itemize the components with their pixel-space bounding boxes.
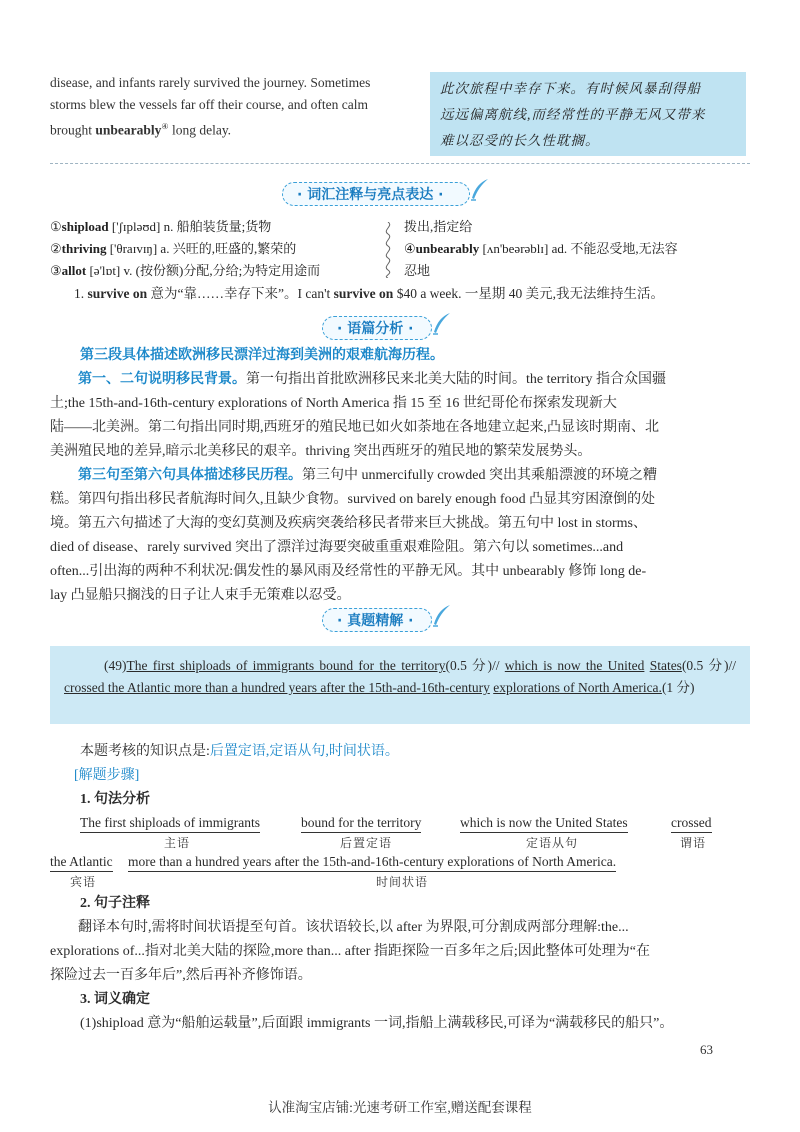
- vocab-number: ④: [404, 241, 416, 256]
- paragraph-line: [50, 368, 755, 392]
- vocab-item: [404, 238, 754, 260]
- vocab-continuation: 拨出,指定给: [404, 219, 473, 234]
- note-phrase: survive on: [333, 286, 394, 301]
- role-label: 定语从句: [526, 836, 579, 850]
- vocab-item: [50, 238, 380, 260]
- vocab-highlight: unbearably: [95, 122, 162, 138]
- vocab-number: ③: [50, 263, 62, 278]
- vocab-definition: [ʌn'beərəblɪ] ad. 不能忍受地,无法容: [479, 241, 678, 256]
- analysis-heading: [80, 344, 760, 368]
- footer-text: 认准淘宝店铺:光速考研工作室,赠送配套课程: [268, 1100, 532, 1115]
- paragraph-text: 第一句指出首批欧洲移民来北美大陆的时间。the territory 指合众国疆: [246, 372, 666, 387]
- vocab-continuation: 忍地: [404, 263, 431, 278]
- paragraph-line: lay 凸显船只搁浅的日子让人束手无策难以忍受。: [50, 588, 351, 603]
- section-title-text: · 词汇注释与亮点表达 ·: [282, 182, 470, 206]
- paragraph-lead: 第三句至第六句具体描述移民历程。: [78, 468, 302, 483]
- step2-paragraph: [50, 916, 755, 988]
- role-label: 后置定语: [340, 836, 393, 850]
- analysis-section-title: [322, 316, 432, 340]
- role-label: 主语: [164, 836, 191, 850]
- passage-text: long delay.: [168, 122, 232, 138]
- analysis-paragraph-2: [50, 464, 755, 608]
- exam-sentence-box: [50, 646, 750, 724]
- vocab-number: ②: [50, 241, 62, 256]
- question-number: (49): [104, 658, 127, 673]
- score-marker: (0.5 分)//: [681, 658, 736, 673]
- translation-line: 此次旅程中幸存下来。有时候风暴刮得船: [440, 81, 701, 96]
- score-marker: (1 分): [661, 680, 695, 695]
- spiral-divider-icon: [382, 222, 394, 278]
- page-number: 63: [700, 1042, 713, 1057]
- paragraph-line: 境。第五六句描述了大海的变幻莫测及疾病突袭给移民者带来巨大挑战。第五句中 lost in storms、: [50, 516, 647, 531]
- step-heading: 3. 词义确定: [80, 992, 150, 1007]
- segment-object: the Atlantic: [50, 854, 113, 872]
- score-marker: (0.5 分)//: [445, 658, 505, 673]
- sentence-segment: which is now the United: [504, 658, 645, 673]
- paragraph-lead: 第一、二句说明移民背景。: [78, 372, 246, 387]
- quill-icon: [430, 604, 452, 628]
- paragraph-line: often...引出海的两种不利状况:偶发性的暴风雨及经常性的平静无风。其中 unbearably 修饰 long de-: [50, 564, 647, 579]
- analysis-heading-text: 第三段具体描述欧洲移民漂洋过海到美洲的艰难航海历程。: [80, 348, 444, 363]
- vocab-item: [50, 260, 380, 282]
- note-phrase: survive on: [87, 286, 148, 301]
- passage-line: disease, and infants rarely survived the journey. Sometimes: [50, 75, 371, 90]
- sentence-segment: crossed the Atlantic more than a hundred years after the 15th-and-16th-century: [64, 680, 490, 695]
- sentence-segment: The first shiploads of immigrants bound for the territory: [126, 658, 446, 673]
- section-divider: [50, 163, 750, 164]
- translation-line: 难以忍受的长久性耽搁。: [440, 133, 600, 148]
- vocab-list-left: [50, 216, 380, 282]
- vocab-list-right: [404, 216, 754, 282]
- note-text: $40 a week. 一星期 40 美元,我无法维持生活。: [393, 286, 665, 301]
- exam-section-title: [322, 608, 432, 632]
- vocab-word: allot: [61, 263, 87, 278]
- passage-text: brought: [50, 122, 96, 138]
- note-text: 意为“靠……幸存下来”。I can't: [147, 286, 334, 301]
- segment-subject: The first shiploads of immigrants: [80, 815, 260, 833]
- vocab-word: thriving: [61, 241, 107, 256]
- quill-icon: [468, 178, 490, 202]
- step-heading: 2. 句子注释: [80, 896, 150, 911]
- paragraph-text: 第三句中 unmercifully crowded 突出其乘船漂渡的环境之糟: [302, 468, 658, 483]
- role-label: 宾语: [70, 875, 97, 889]
- sentence-segment: explorations of North America.: [493, 680, 662, 695]
- paragraph-line: 陆——北美洲。第二句指出同时期,西班牙的殖民地已如火如荼地在各地建立起来,凸显该时期南、北: [50, 420, 659, 435]
- section-title-text: · 语篇分析 ·: [322, 316, 432, 340]
- paragraph-line: (1)shipload 意为“船舶运载量”,后面跟 immigrants 一词,指船上满载移民,可译为“满载移民的船只”。: [80, 1016, 674, 1031]
- paragraph-line: died of disease、rarely survived 突出了漂洋过海要突破重重艰难险阻。第六句以 sometimes...and: [50, 540, 624, 555]
- steps-label: [解题步骤]: [74, 768, 140, 783]
- vocab-definition: ['ʃɪpləʊd] n. 船舶装货量;货物: [108, 219, 272, 234]
- vocab-word: unbearably: [415, 241, 480, 256]
- passage-english: [50, 72, 430, 142]
- paragraph-line: 土;the 15th-and-16th-century explorations of North America 指 15 至 16 世纪哥伦布探索发现新大: [50, 396, 617, 411]
- segment-predicate: crossed: [671, 815, 712, 833]
- analysis-paragraph-1: [50, 368, 755, 464]
- vocab-word: shipload: [61, 219, 109, 234]
- paragraph-line: 糕。第四句指出移民者航海时间久,且缺少食物。survived on barely enough food 凸显其穷困潦倒的处: [50, 492, 656, 507]
- note-number: 1.: [74, 286, 88, 301]
- quill-icon: [430, 312, 452, 336]
- paragraph-line: 翻译本句时,需将时间状语提至句首。该状语较长,以 after 为界限,可分割成两部分理解:the...: [78, 920, 629, 935]
- vocab-section-title: [282, 182, 470, 206]
- role-label: 时间状语: [376, 875, 429, 889]
- paragraph-line: 美洲殖民地的差异,暗示北美移民的艰辛。thriving 突出西班牙的殖民地的繁荣发展势头。: [50, 444, 592, 459]
- segment-attributive-clause: which is now the United States: [460, 815, 628, 833]
- vocab-number: ①: [50, 219, 62, 234]
- knowledge-label: 本题考核的知识点是:: [80, 744, 210, 759]
- translation-line: 远远偏离航线,而经常性的平静无风又带来: [440, 107, 706, 122]
- sentence-segment: States: [649, 658, 682, 673]
- vocab-definition: [ə'lɒt] v. (按份额)分配,分给;为特定用途而: [86, 263, 321, 278]
- vocab-definition: ['θraɪvɪŋ] a. 兴旺的,旺盛的,繁荣的: [106, 241, 297, 256]
- knowledge-list: 后置定语,定语从句,时间状语。: [209, 744, 399, 759]
- passage-line: [50, 116, 430, 142]
- step-heading: 1. 句法分析: [80, 792, 150, 807]
- segment-post-attributive: bound for the territory: [301, 815, 421, 833]
- vocab-note: [74, 282, 764, 306]
- role-label: 谓语: [680, 836, 707, 850]
- section-title-text: · 真题精解 ·: [322, 608, 432, 632]
- segment-time-adverbial: more than a hundred years after the 15th-and-16th-century explorations of North America.: [128, 854, 616, 872]
- footnote-marker: ④: [161, 122, 169, 131]
- paragraph-line: 探险过去一百多年后”,然后再补齐修饰语。: [50, 968, 312, 983]
- paragraph-line: explorations of...指对北美大陆的探险,more than... after 指距探险一百多年之后;因此整体可处理为“在: [50, 944, 650, 959]
- vocab-item: [50, 216, 380, 238]
- paragraph-line: [50, 464, 755, 488]
- knowledge-points: [80, 740, 750, 764]
- passage-translation: [430, 72, 746, 156]
- passage-line: storms blew the vessels far off their course, and often calm: [50, 97, 369, 112]
